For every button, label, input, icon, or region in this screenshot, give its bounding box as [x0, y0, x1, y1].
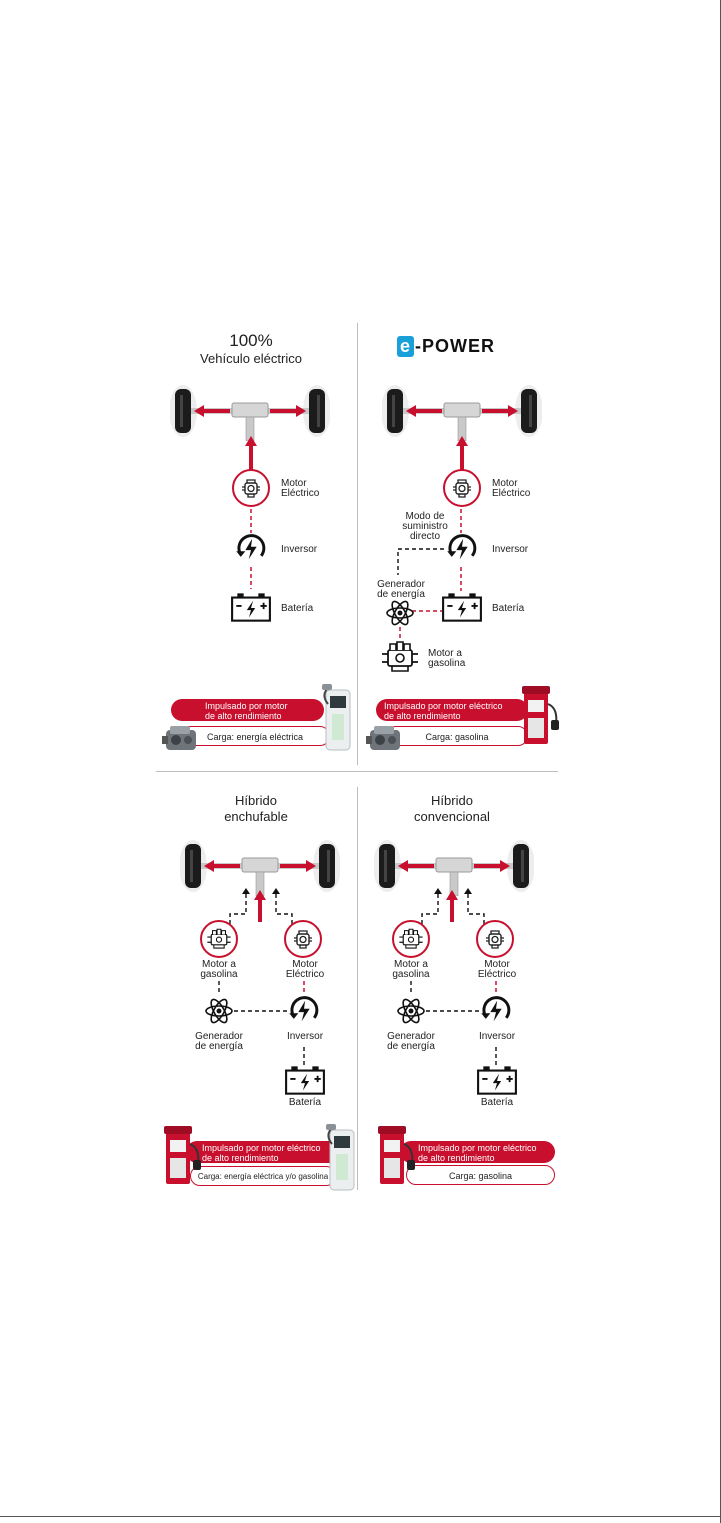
ev-link-inverter-battery	[250, 567, 252, 589]
epower-generator-line1: Generador	[377, 579, 425, 590]
hev-drive-pill	[400, 1141, 555, 1163]
epower-engine-label	[428, 649, 465, 669]
generator-icon	[396, 996, 426, 1026]
hev-engine-line2: gasolina	[392, 969, 430, 980]
epower-logo-text: -POWER	[415, 336, 496, 356]
ev-drive-line2: de alto rendimiento	[205, 711, 282, 721]
phev-gasoline-engine-node	[200, 920, 238, 958]
panel-ev-title-line1: 100%	[229, 331, 273, 350]
ev-charger-icon	[324, 1124, 358, 1194]
fuel-pump-icon	[520, 684, 560, 748]
phev-engine-label	[190, 960, 248, 980]
inverter-icon	[287, 994, 321, 1028]
battery-icon	[230, 591, 272, 623]
phev-motor-label-line1: Motor	[292, 959, 318, 970]
electric-motor-icon	[239, 476, 263, 500]
electric-motor-photo-icon	[366, 724, 406, 754]
electric-motor-node	[232, 469, 270, 507]
hev-electric-motor-node	[476, 920, 514, 958]
epower-engine-line2: gasolina	[428, 658, 466, 669]
panel-hev-title-line2: convencional	[414, 809, 490, 824]
phev-drive-line1: Impulsado por motor eléctrico	[202, 1143, 321, 1153]
inverter-icon	[445, 532, 479, 566]
panel-phev-title	[176, 793, 336, 825]
hev-charge-pill: Carga: gasolina	[406, 1165, 555, 1185]
phev-generator-line1: Generador	[195, 1031, 243, 1042]
vertical-divider-top	[357, 323, 358, 765]
gasoline-engine-icon	[380, 640, 420, 674]
epower-generator-label	[370, 580, 432, 600]
battery-icon	[476, 1064, 518, 1096]
hev-engine-label	[382, 960, 440, 980]
hev-gasoline-engine-node	[392, 920, 430, 958]
phev-motor-label	[276, 960, 334, 980]
electric-motor-icon	[483, 927, 507, 951]
epower-direct-line2: suministro	[402, 521, 448, 532]
panel-ev-title-line2: Vehículo eléctrico	[200, 351, 302, 366]
hev-battery-label: Batería	[480, 1097, 514, 1108]
axle-diagram-epower	[382, 381, 542, 441]
battery-icon	[441, 591, 483, 623]
gasoline-engine-icon	[398, 928, 424, 950]
hev-generator-label	[380, 1032, 442, 1052]
power-arrow-up	[244, 436, 258, 472]
hev-generator-line1: Generador	[387, 1031, 435, 1042]
epower-electric-motor-node	[443, 469, 481, 507]
epower-logo-e: e	[397, 336, 414, 357]
ev-link-motor-inverter	[250, 509, 252, 533]
ev-motor-label-line1: Motor	[281, 478, 307, 489]
hev-inverter-label: Inversor	[478, 1031, 516, 1042]
phev-generator-label	[188, 1032, 250, 1052]
fuel-pump-icon	[376, 1124, 416, 1188]
ev-motor-label-line2: Eléctrico	[281, 488, 320, 499]
epower-inverter-label: Inversor	[492, 544, 529, 555]
phev-motor-label-line2: Eléctrico	[285, 969, 325, 980]
panel-ev-title	[170, 331, 332, 367]
epower-motor-label	[492, 479, 530, 499]
phev-charge-pill: Carga: energía eléctrica y/o gasolina	[190, 1166, 336, 1186]
phev-drive-pill	[186, 1141, 342, 1163]
epower-motor-label-line2: Eléctrico	[492, 488, 531, 499]
hev-generator-line2: de energía	[387, 1041, 435, 1052]
phev-battery-label: Batería	[288, 1097, 322, 1108]
epower-battery-label: Batería	[492, 603, 525, 614]
ev-inverter-label: Inversor	[281, 544, 318, 555]
ev-drive-line1: Impulsado por motor	[205, 701, 288, 711]
epower-motor-label-line1: Motor	[492, 478, 518, 489]
ev-charger-icon	[320, 684, 354, 754]
electric-motor-icon	[291, 927, 315, 951]
generator-icon	[385, 598, 415, 628]
horizontal-divider	[156, 771, 558, 772]
gasoline-engine-icon	[206, 928, 232, 950]
phev-inverter-label: Inversor	[286, 1031, 324, 1042]
panel-phev-title-line2: enchufable	[224, 809, 288, 824]
panel-hev-title	[372, 793, 532, 825]
phev-engine-line1: Motor a	[202, 959, 236, 970]
electric-motor-icon	[450, 476, 474, 500]
panel-phev-title-line1: Híbrido	[235, 793, 277, 808]
panel-hev-title-line1: Híbrido	[431, 793, 473, 808]
phev-electric-motor-node	[284, 920, 322, 958]
hev-motor-label-line2: Eléctrico	[477, 969, 517, 980]
epower-direct-line1: Modo de	[405, 511, 445, 522]
epower-direct-line3: directo	[409, 531, 440, 542]
epower-drive-line1: Impulsado por motor eléctrico	[384, 701, 503, 711]
phev-engine-line2: gasolina	[200, 969, 238, 980]
ev-drive-pill	[171, 699, 324, 721]
epower-power-arrow-up	[455, 436, 469, 472]
hev-motor-label-line1: Motor	[484, 959, 510, 970]
battery-icon	[284, 1064, 326, 1096]
epower-charge-pill: Carga: gasolina	[386, 726, 528, 746]
hev-drive-line2: de alto rendimiento	[418, 1153, 495, 1163]
hev-motor-label	[468, 960, 526, 980]
epower-drive-line2: de alto rendimiento	[384, 711, 461, 721]
ev-battery-label: Batería	[281, 603, 314, 614]
ev-motor-label	[281, 479, 319, 499]
epower-generator-line2: de energía	[377, 589, 425, 600]
ev-charge-pill: Carga: energía eléctrica	[180, 726, 330, 746]
generator-icon	[204, 996, 234, 1026]
phev-generator-line2: de energía	[195, 1041, 243, 1052]
hev-engine-line1: Motor a	[394, 959, 428, 970]
epower-engine-line1: Motor a	[428, 648, 462, 659]
epower-drive-pill	[376, 699, 528, 721]
fuel-pump-icon	[162, 1124, 202, 1188]
inverter-icon	[479, 994, 513, 1028]
hev-drive-line1: Impulsado por motor eléctrico	[418, 1143, 537, 1153]
phev-drive-line2: de alto rendimiento	[202, 1153, 279, 1163]
page-bottom-edge	[0, 1516, 721, 1517]
inverter-icon	[234, 532, 268, 566]
epower-logo	[397, 336, 495, 357]
electric-motor-photo-icon	[162, 724, 202, 754]
